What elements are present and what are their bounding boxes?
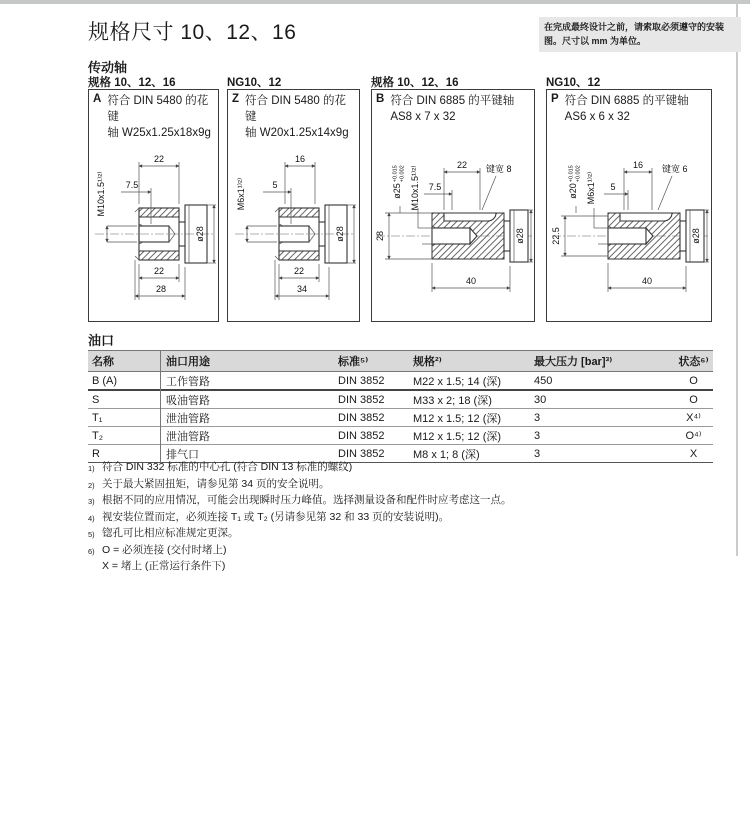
- panel-p-code: P: [551, 93, 559, 105]
- cell-pressure: 30: [534, 393, 547, 406]
- cell-standard: DIN 3852: [338, 411, 385, 424]
- panel-z-code: Z: [232, 93, 240, 105]
- shaft-panel-b: [371, 89, 535, 322]
- shaft-dia-label: $ø20^{+0.015}+0.002$: [568, 165, 582, 199]
- footnote-6-line2: X = 堵上 (正常运行条件下): [102, 560, 226, 572]
- cell-state: O: [689, 374, 698, 387]
- cell-size: M12 x 1.5; 12 (深): [413, 430, 502, 443]
- panel-a-header: [89, 90, 218, 141]
- cell-state: X: [689, 447, 698, 460]
- dim-offset: 5: [610, 182, 616, 192]
- dim-height: 28: [375, 230, 385, 242]
- shaft-drawing-b: [374, 138, 534, 316]
- cell-name: R: [92, 447, 100, 460]
- col-header-standard: 标准⁵⁾: [338, 356, 369, 368]
- panel-a-code: A: [93, 93, 102, 105]
- panel-group-label-z: NG10、12: [227, 77, 282, 89]
- cell-state: O: [689, 393, 698, 406]
- dim-spline-length-bottom: 22: [293, 266, 305, 276]
- shaft-dia-label: $ø25^{+0.015}+0.002$: [392, 165, 406, 199]
- panel-b-desc: 符合 DIN 6885 的平键轴 AS8 x 7 x 32: [390, 95, 515, 124]
- footnote-4: 4) 视安装位置而定，必须连接 T₁ 或 T₂ (另请参见第 32 和 33 页的安装说明)。: [88, 510, 450, 523]
- cell-use: 排气口: [166, 448, 199, 461]
- cell-use: 工作管路: [166, 375, 210, 388]
- footnote-1: 1) 符合 DIN 332 标准的中心孔 (符合 DIN 13 标准的螺纹): [88, 461, 353, 473]
- cell-size: M22 x 1.5; 14 (深): [413, 375, 502, 388]
- dim-spline-length-bottom: 22: [153, 266, 165, 276]
- panel-z-desc: 符合 DIN 5480 的花键 轴 W20x1.25x14x9g: [245, 95, 349, 140]
- dim-offset: 7.5: [125, 180, 139, 190]
- shaft-panel-p: [546, 89, 712, 322]
- port-row-t1: [88, 409, 713, 427]
- dim-height: 22.5: [551, 227, 561, 245]
- dim-spline-length-top: 22: [153, 154, 165, 164]
- panel-b-code: B: [376, 93, 385, 105]
- shaft-panel-a: [88, 89, 219, 322]
- cell-use: 泄油管路: [166, 412, 210, 425]
- col-header-name: 名称: [92, 356, 114, 368]
- panel-a-desc: 符合 DIN 5480 的花键 轴 W25x1.25x18x9g: [107, 95, 211, 140]
- thread-label: M6x1¹⁾²⁾: [236, 177, 246, 211]
- column-divider: [160, 351, 161, 463]
- cell-standard: DIN 3852: [338, 393, 385, 406]
- cell-use: 泄油管路: [166, 430, 210, 443]
- dim-flange-dia: ø28: [691, 228, 701, 244]
- section-title-ports: 油口: [88, 333, 115, 348]
- thread-label: M10x1.5¹⁾²⁾: [96, 171, 106, 217]
- cell-size: M12 x 1.5; 12 (深): [413, 412, 502, 425]
- cell-state: O⁴⁾: [685, 430, 702, 442]
- footnote-6: 6) O = 必须连接 (交付时堵上): [88, 543, 227, 556]
- port-row-s: [88, 391, 713, 409]
- panel-p-header: [547, 90, 711, 125]
- ports-table-header: [88, 351, 713, 372]
- shaft-panel-z: [227, 89, 360, 322]
- page-top-edge: [0, 0, 750, 4]
- cell-size: M8 x 1; 8 (深): [413, 448, 480, 461]
- panel-group-label-p: NG10、12: [546, 77, 601, 89]
- cell-standard: DIN 3852: [338, 447, 385, 460]
- dim-flange-dia: ø28: [335, 226, 345, 242]
- footnotes: [88, 460, 512, 575]
- col-header-state: 状态⁶⁾: [678, 356, 709, 368]
- col-header-size: 规格²⁾: [413, 356, 442, 368]
- panel-p-desc: 符合 DIN 6885 的平键轴 AS6 x 6 x 32: [564, 95, 689, 124]
- col-header-pressure: 最大压力 [bar]³⁾: [534, 356, 613, 368]
- dim-offset: 5: [272, 180, 278, 190]
- section-title-drive-shaft: 传动轴: [88, 60, 128, 75]
- dim-total-length: 28: [155, 284, 167, 294]
- cell-state: X⁴⁾: [686, 412, 701, 424]
- thread-label: M6x1¹⁾²⁾: [586, 171, 596, 205]
- shaft-drawing-z: [231, 138, 358, 316]
- thread-label: M10x1.5¹⁾²⁾: [410, 165, 420, 211]
- dim-thread-depth: 22: [456, 160, 468, 170]
- installation-note: 在完成最终设计之前，请索取必须遵守的安装图。尺寸以 mm 为单位。: [539, 17, 741, 52]
- cell-standard: DIN 3852: [338, 374, 385, 387]
- dim-offset: 7.5: [428, 182, 442, 192]
- cell-pressure: 450: [534, 374, 553, 387]
- cell-pressure: 3: [534, 429, 541, 442]
- cell-standard: DIN 3852: [338, 429, 385, 442]
- cell-name: T₁: [92, 411, 103, 424]
- page-right-edge: [736, 4, 738, 556]
- page-title: 规格尺寸 10、12、16: [88, 21, 297, 44]
- dim-total-length: 40: [465, 276, 477, 286]
- cell-name: S: [92, 393, 100, 406]
- cell-name: B (A): [92, 374, 118, 387]
- dim-total-length: 40: [641, 276, 653, 286]
- cell-pressure: 3: [534, 447, 541, 460]
- footnote-5: 5) 锪孔可比相应标准规定更深。: [88, 527, 239, 539]
- cell-pressure: 3: [534, 411, 541, 424]
- footnote-3: 3) 根据不同的应用情况，可能会出现瞬时压力峰值。选择测量设备和配件时应考虑这一点。: [88, 494, 512, 506]
- panel-b-header: [372, 90, 534, 125]
- port-row-ba: [88, 372, 713, 391]
- col-header-use: 油口用途: [166, 356, 210, 368]
- dim-spline-length-top: 16: [294, 154, 306, 164]
- ports-table: [88, 350, 713, 463]
- dim-thread-depth: 16: [632, 160, 644, 170]
- panel-z-header: [228, 90, 359, 141]
- shaft-drawing-a: [91, 138, 218, 316]
- key-width-label: 键宽 6: [662, 164, 688, 174]
- shaft-drawing-p: [550, 138, 710, 316]
- dim-flange-dia: ø28: [195, 226, 205, 242]
- footnote-2: 2) 关于最大紧固扭矩，请参见第 34 页的安全说明。: [88, 477, 330, 490]
- dim-total-length: 34: [296, 284, 308, 294]
- panel-group-label-a: 规格 10、12、16: [88, 77, 176, 89]
- dim-flange-dia: ø28: [515, 228, 525, 244]
- cell-name: T₂: [92, 429, 103, 442]
- key-width-label: 键宽 8: [486, 164, 512, 174]
- cell-use: 吸油管路: [166, 394, 210, 407]
- panel-group-label-b: 规格 10、12、16: [371, 77, 459, 89]
- port-row-t2: [88, 427, 713, 445]
- cell-size: M33 x 2; 18 (深): [413, 394, 492, 407]
